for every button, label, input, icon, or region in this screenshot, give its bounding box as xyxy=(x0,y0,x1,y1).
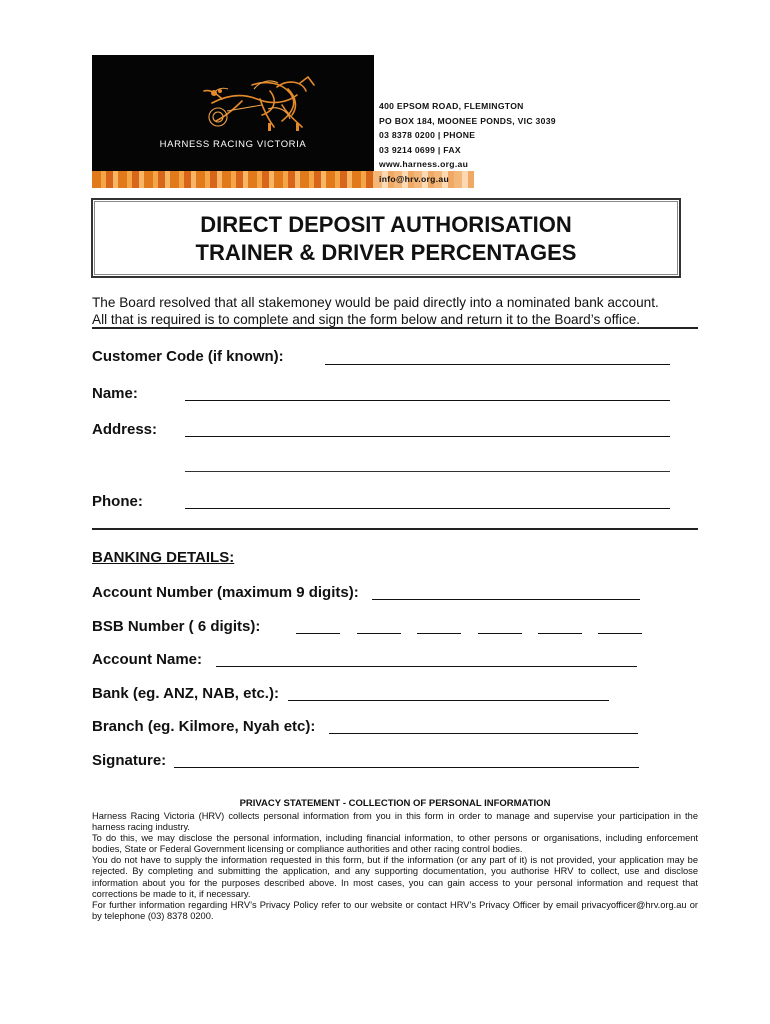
intro-line-1: The Board resolved that all stakemoney would be paid directly into a nominated bank account. xyxy=(92,295,659,310)
account-number-label: Account Number (maximum 9 digits): xyxy=(92,584,359,601)
fax-line: 03 9214 0699 | FAX xyxy=(379,144,461,155)
bsb-digit-field[interactable] xyxy=(478,633,522,634)
org-name: HARNESS RACING VICTORIA xyxy=(159,139,307,150)
decorative-strip xyxy=(92,171,374,188)
address-label: Address: xyxy=(92,421,158,438)
account-name-label: Account Name: xyxy=(92,651,203,668)
po-box-line: PO BOX 184, MOONEE PONDS, VIC 3039 xyxy=(379,115,556,126)
bsb-digit-field[interactable] xyxy=(417,633,461,634)
bsb-digit-field[interactable] xyxy=(538,633,582,634)
address-field[interactable] xyxy=(185,436,670,437)
name-field[interactable] xyxy=(185,400,670,401)
harness-horse-logo-icon xyxy=(92,55,374,145)
bsb-label: BSB Number ( 6 digits): xyxy=(92,618,261,635)
logo-block xyxy=(92,55,374,188)
customer-code-label: Customer Code (if known): xyxy=(92,348,284,365)
intro-line-2: All that is required is to complete and sign the form below and return it to the Board’s office. xyxy=(92,312,641,327)
bsb-digit-field[interactable] xyxy=(296,633,340,634)
bank-label: Bank (eg. ANZ, NAB, etc.): xyxy=(92,685,279,702)
privacy-paragraph: For further information regarding HRV’s Privacy Policy refer to our website or contact HRV’s Privacy Officer by email privacyofficer@hrv.org.au or by telephone (03) 8378 0200. xyxy=(92,899,698,921)
privacy-paragraph: You do not have to supply the information requested in this form, but if the information (or any part of it) is not provided, your application may be rejected. By completing and submitting the application, and any supporting documentation, you authorise HRV to collect, use and disclose information about you for the purposes described above. In most cases, you can gain access to your personal information and request that corrections be made to it, if necessary. xyxy=(92,855,698,899)
email-line: info@hrv.org.au xyxy=(379,173,450,184)
phone-label: Phone: xyxy=(92,493,143,510)
banking-heading: BANKING DETAILS: xyxy=(92,549,235,566)
bank-field[interactable] xyxy=(288,700,609,701)
account-name-field[interactable] xyxy=(216,666,637,667)
section-divider xyxy=(92,327,698,329)
contact-details xyxy=(379,99,556,187)
address-field-line-2[interactable] xyxy=(185,471,670,472)
customer-code-field[interactable] xyxy=(325,364,670,365)
page-subtitle: TRAINER & DRIVER PERCENTAGES xyxy=(195,240,577,265)
title-box xyxy=(91,198,681,278)
signature-field[interactable] xyxy=(174,767,639,768)
bsb-digit-field[interactable] xyxy=(598,633,642,634)
website-line: www.harness.org.au xyxy=(379,159,469,170)
intro-text xyxy=(92,294,659,328)
bsb-digit-field[interactable] xyxy=(357,633,401,634)
account-number-field[interactable] xyxy=(372,599,640,600)
section-divider xyxy=(92,528,698,530)
address-line: 400 EPSOM ROAD, FLEMINGTON xyxy=(379,101,524,111)
branch-label: Branch (eg. Kilmore, Nyah etc): xyxy=(92,718,316,735)
privacy-heading: PRIVACY STATEMENT - COLLECTION OF PERSONAL INFORMATION xyxy=(239,798,551,809)
phone-field[interactable] xyxy=(185,508,670,509)
privacy-statement xyxy=(92,811,698,922)
privacy-paragraph: Harness Racing Victoria (HRV) collects personal information from you in this form in order to manage and supervise your participation in the harness racing industry. xyxy=(92,811,698,833)
branch-field[interactable] xyxy=(329,733,638,734)
signature-label: Signature: xyxy=(92,752,167,769)
privacy-paragraph: To do this, we may disclose the personal information, including financial information, to other persons or organisations, including enforcement bodies, State or Federal Government licensing or compliance authorities and other racing control bodies. xyxy=(92,833,698,855)
phone-line: 03 8378 0200 | PHONE xyxy=(379,130,476,141)
name-label: Name: xyxy=(92,385,138,402)
page-title: DIRECT DEPOSIT AUTHORISATION xyxy=(200,212,572,237)
